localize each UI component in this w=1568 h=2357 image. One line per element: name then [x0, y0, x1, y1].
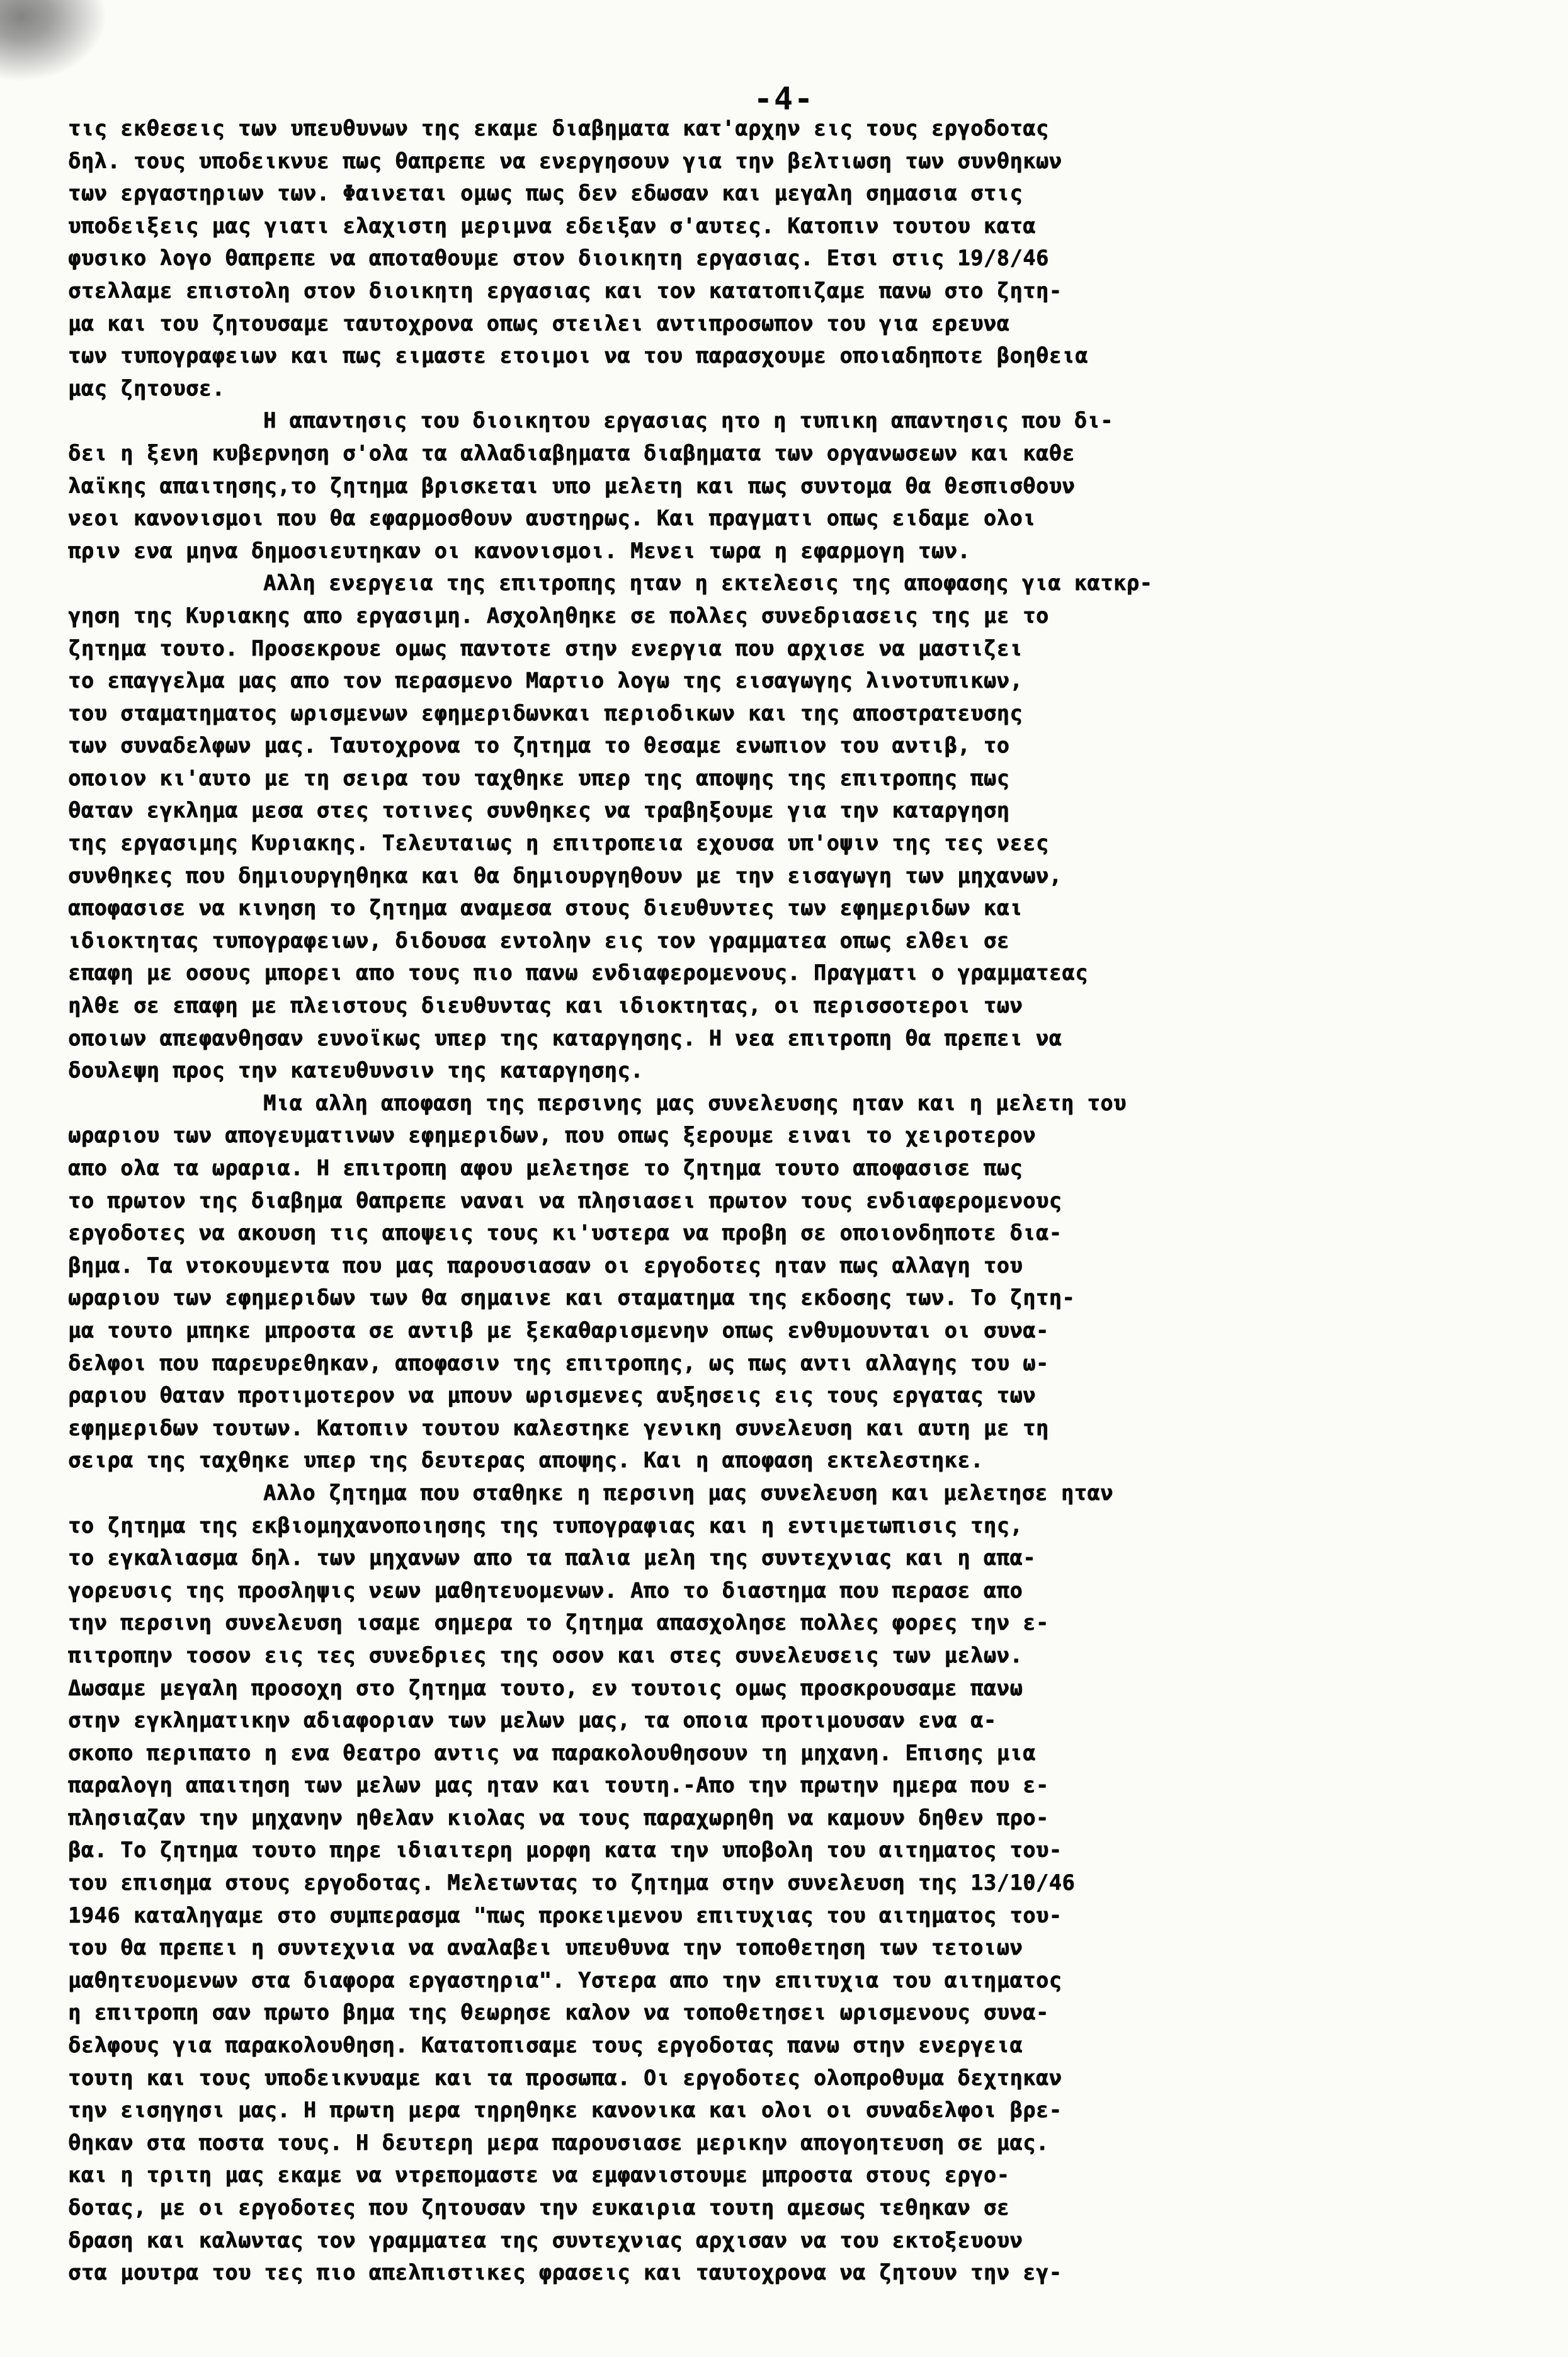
text-line: δηλ. τους υποδεικνυε πως θαπρεπε να ενεργησουν για την βελτιωση των συνθηκων	[68, 148, 1062, 173]
text-line: Η απαντησις του διοικητου εργασιας ητο η τυπικη απαντησις που δι-	[263, 408, 1113, 433]
text-line: ιδιοκτητας τυπογραφειων, διδουσα εντολην εις τον γραμματεα οπως ελθει σε	[68, 928, 1010, 953]
text-line: μα και του ζητουσαμε ταυτοχρονα οπως στειλει αντιπροσωπον του για ερευνα	[68, 310, 1010, 336]
text-line: Αλλο ζητημα που σταθηκε η περσινη μας συνελευση και μελετησε ηταν	[263, 1480, 1113, 1505]
text-line: αποφασισε να κινηση το ζητημα αναμεσα στους διευθυντες των εφημεριδων και	[68, 895, 1023, 921]
text-line: συνθηκες που δημιουργηθηκα και θα δημιουργηθουν με την εισαγωγη των μηχανων,	[68, 863, 1062, 888]
text-line: σκοπο περιπατο η ενα θεατρο αντις να παρακολουθησουν τη μηχανη. Επισης μια	[68, 1740, 1036, 1765]
text-line: το επαγγελμα μας απο τον περασμενο Μαρτιο λογω της εισαγωγης λινοτυπικων,	[68, 668, 1023, 693]
text-line: γηση της Κυριακης απο εργασιμη. Ασχοληθηκε σε πολλες συνεδριασεις της με το	[68, 603, 1049, 628]
text-line: δουλεψη προς την κατευθυνσιν της καταργησης.	[68, 1058, 644, 1083]
text-line: δοτας, με οι εργοδοτες που ζητουσαν την ευκαιρια τουτη αμεσως τεθηκαν σε	[68, 2195, 1010, 2220]
text-line: ωραριου των απογευματινων εφημεριδων, που οπως ξερουμε ειναι το χειροτερον	[68, 1123, 1036, 1148]
text-line: στην εγκληματικην αδιαφοριαν των μελων μας, τα οποια προτιμουσαν ενα α-	[68, 1708, 997, 1733]
text-line: ηλθε σε επαφη με πλειστους διευθυντας και ιδιοκτητας, οι περισσοτεροι των	[68, 993, 1023, 1018]
text-line: μα τουτο μπηκε μπροστα σε αντιβ με ξεκαθαρισμενην οπως ενθυμουνται οι συνα-	[68, 1317, 1049, 1343]
text-line: των εργαστηριων των. Φαινεται ομως πως δεν εδωσαν και μεγαλη σημασια στις	[68, 181, 1023, 206]
text-line: μαθητευομενων στα διαφορα εργαστηρια". Υστερα απο την επιτυχια του αιτηματος	[68, 1967, 1062, 1992]
text-line: το ζητημα της εκβιομηχανοποιησης της τυπογραφιας και η εντιμετωπισις της,	[68, 1513, 1023, 1538]
text-line: της εργασιμης Κυριακης. Τελευταιως η επιτροπεια εχουσα υπ'οψιν της τες νεες	[68, 831, 1049, 856]
text-line: του θα πρεπει η συντεχνια να αναλαβει υπευθυνα την τοποθετηση των τετοιων	[68, 1935, 1023, 1960]
text-line: δει η ξενη κυβερνηση σ'ολα τα αλλαδιαβηματα διαβηματα των οργανωσεων και καθε	[68, 440, 1076, 465]
text-line: του σταματηματος ωρισμενων εφημεριδωνκαι περιοδικων και της αποστρατευσης	[68, 700, 1023, 725]
text-line: φυσικο λογο θαπρεπε να αποταθουμε στον διοικητη εργασιας. Ετσι στις 19/8/46	[68, 246, 1049, 271]
text-line: θαταν εγκλημα μεσα στες τοτινες συνθηκες να τραβηξουμε για την καταργηση	[68, 798, 1010, 823]
text-line: γορευσις της προσληψις νεων μαθητευομενων. Απο το διαστημα που περασε απο	[68, 1577, 1023, 1603]
text-line: οποιων απεφανθησαν ευνοϊκως υπερ της καταργησης. Η νεα επιτροπη θα πρεπει να	[68, 1025, 1062, 1050]
text-line: ωραριου των εφημεριδων των θα σημαινε και σταματημα της εκδοσης των. Το ζητη-	[68, 1285, 1076, 1310]
text-line: στα μουτρα του τες πιο απελπιστικες φρασεις και ταυτοχρονα να ζητουν την εγ-	[68, 2260, 1062, 2285]
text-line: εργοδοτες να ακουση τις αποψεις τους κι'υστερα να προβη σε οποιονδηποτε δια-	[68, 1220, 1062, 1246]
text-line: επαφη με οσους μπορει απο τους πιο πανω ενδιαφερομενους. Πραγματι ο γραμματεας	[68, 960, 1088, 985]
text-line: απο ολα τα ωραρια. Η επιτροπη αφου μελετησε το ζητημα τουτο αποφασισε πως	[68, 1156, 1023, 1180]
text-line: δραση και καλωντας τον γραμματεα της συντεχνιας αρχισαν να του εκτοξευουν	[68, 2227, 1023, 2252]
page-number: -4-	[753, 81, 815, 117]
text-line: βημα. Τα ντοκουμεντα που μας παρουσιασαν οι εργοδοτες ηταν πως αλλαγη του	[68, 1252, 1023, 1278]
text-line: των συναδελφων μας. Ταυτοχρονα το ζητημα το θεσαμε ενωπιον του αντιβ, το	[68, 733, 1010, 758]
text-line: ραριου θαταν προτιμοτερον να μπουν ωρισμενες αυξησεις εις τους εργατας των	[68, 1383, 1036, 1408]
text-line: των τυπογραφειων και πως ειμαστε ετοιμοι να του παρασχουμε οποιαδηποτε βοηθεια	[68, 343, 1088, 368]
scan-artifact	[0, 0, 107, 82]
text-line: πλησιαζαν την μηχανην ηθελαν κιολας να τους παραχωρηθη να καμουν δηθεν προ-	[68, 1805, 1049, 1830]
text-line: Αλλη ενεργεια της επιτροπης ηταν η εκτελεσις της αποφασης για κατκρ-	[263, 571, 1153, 596]
text-line: υποδειξεις μας γιατι ελαχιστη μεριμνα εδειξαν σ'αυτες. Κατοπιν τουτου κατα	[68, 213, 1036, 238]
text-line: στελλαμε επιστολη στον διοικητη εργασιας και τον κατατοπιζαμε πανω στο ζητη-	[68, 278, 1062, 303]
text-line: τις εκθεσεις των υπευθυνων της εκαμε διαβηματα κατ'αρχην εις τους εργοδοτας	[68, 116, 1049, 140]
text-line: η επιτροπη σαν πρωτο βημα της θεωρησε καλον να τοποθετησει ωρισμενους συνα-	[68, 2000, 1049, 2025]
text-line: τουτη και τους υποδεικνυαμε και τα προσωπα. Οι εργοδοτες ολοπροθυμα δεχτηκαν	[68, 2065, 1062, 2090]
text-line: 1946 καταληγαμε στο συμπερασμα "πως προκειμενου επιτυχιας του αιτηματος του-	[68, 1902, 1062, 1928]
text-line: θηκαν στα ποστα τους. Η δευτερη μερα παρουσιασε μερικην απογοητευση σε μας.	[68, 2130, 1049, 2155]
text-line: βα. Το ζητημα τουτο πηρε ιδιαιτερη μορφη κατα την υποβολη του αιτηματος του-	[68, 1837, 1062, 1863]
text-line: νεοι κανονισμοι που θα εφαρμοσθουν αυστηρως. Και πραγματι οπως ειδαμε ολοι	[68, 506, 1036, 531]
text-line: οποιον κι'αυτο με τη σειρα του ταχθηκε υπερ της αποψης της επιτροπης πως	[68, 765, 1010, 790]
text-line: Δωσαμε μεγαλη προσοχη στο ζητημα τουτο, εν τουτοις ομως προσκρουσαμε πανω	[68, 1675, 1023, 1700]
text-line: δελφοι που παρευρεθηκαν, αποφασιν της επιτροπης, ως πως αντι αλλαγης του ω-	[68, 1350, 1049, 1375]
text-line: λαϊκης απαιτησης,το ζητημα βρισκεται υπο μελετη και πως συντομα θα θεσπισθουν	[68, 473, 1076, 498]
text-line: του επισημα στους εργοδοτας. Μελετωντας το ζητημα στην συνελευση της 13/10/46	[68, 1870, 1076, 1895]
text-line: σειρα της ταχθηκε υπερ της δευτερας αποψης. Και η αποφαση εκτελεστηκε.	[68, 1448, 984, 1473]
text-line: εφημεριδων τουτων. Κατοπιν τουτου καλεστηκε γενικη συνελευση και αυτη με τη	[68, 1415, 1049, 1440]
text-line: Μια αλλη αποφαση της περσινης μας συνελευσης ηταν και η μελετη του	[263, 1090, 1127, 1115]
text-line: ζητημα τουτο. Προσεκρουε ομως παντοτε στην ενεργια που αρχισε να μαστιζει	[68, 635, 1023, 661]
text-line: πριν ενα μηνα δημοσιευτηκαν οι κανονισμοι. Μενει τωρα η εφαρμογη των.	[68, 538, 971, 563]
text-line: την εισηγησι μας. Η πρωτη μερα τηρηθηκε κανονικα και ολοι οι συναδελφοι βρε-	[68, 2098, 1062, 2123]
text-line: το εγκαλιασμα δηλ. των μηχανων απο τα παλια μελη της συντεχνιας και η απα-	[68, 1545, 1036, 1570]
text-line: την περσινη συνελευση ισαμε σημερα το ζητημα απασχολησε πολλες φορες την ε-	[68, 1610, 1049, 1635]
text-line: μας ζητουσε.	[68, 375, 225, 400]
text-line: παραλογη απαιτηση των μελων μας ηταν και τουτη.-Απο την πρωτην ημερα που ε-	[68, 1773, 1049, 1798]
text-line: δελφους για παρακολουθηση. Κατατοπισαμε τους εργοδοτας πανω στην ενεργεια	[68, 2033, 1023, 2058]
text-line: και η τριτη μας εκαμε να ντρεπομαστε να εμφανιστουμε μπροστα στους εργο-	[68, 2162, 1010, 2188]
body-text	[68, 112, 1535, 2289]
text-line: το πρωτον της διαβημα θαπρεπε ναναι να πλησιασει πρωτον τους ενδιαφερομενους	[68, 1188, 1062, 1213]
text-line: πιτροπην τοσον εις τες συνεδριες της οσον και στες συνελευσεις των μελων.	[68, 1642, 1023, 1667]
